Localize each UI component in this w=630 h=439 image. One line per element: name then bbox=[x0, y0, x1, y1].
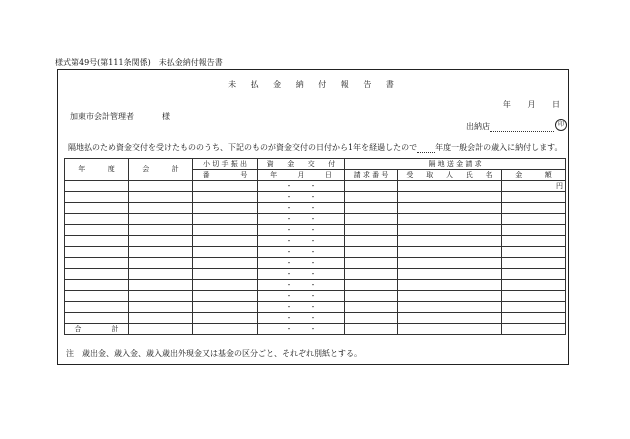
table-cell[interactable] bbox=[398, 269, 502, 280]
header-check-no-2: 番 号 bbox=[193, 170, 258, 181]
table-cell[interactable]: ・ ・ bbox=[258, 291, 345, 302]
header-request-no: 請 求 番 号 bbox=[345, 170, 398, 181]
table-cell[interactable] bbox=[398, 181, 502, 192]
table-row bbox=[65, 203, 566, 214]
payment-table bbox=[64, 158, 566, 335]
table-cell[interactable] bbox=[193, 313, 258, 324]
table-cell[interactable] bbox=[129, 313, 193, 324]
table-cell[interactable] bbox=[65, 258, 129, 269]
addressee bbox=[70, 111, 170, 122]
header-row-1 bbox=[65, 159, 566, 170]
table-row bbox=[65, 225, 566, 236]
table-cell[interactable] bbox=[65, 269, 129, 280]
branch-field bbox=[466, 121, 554, 132]
form-number-label: 様式第49号(第111条関係) 未払金納付報告書 bbox=[55, 58, 223, 67]
branch-label: 出納店 bbox=[466, 122, 490, 131]
table-cell[interactable] bbox=[502, 247, 566, 258]
date-line: 年 月 日 bbox=[502, 100, 560, 109]
table-cell[interactable] bbox=[398, 225, 502, 236]
table-cell[interactable] bbox=[502, 214, 566, 225]
table-cell[interactable] bbox=[65, 225, 129, 236]
table-cell[interactable] bbox=[193, 291, 258, 302]
table-cell[interactable] bbox=[65, 192, 129, 203]
table-cell[interactable] bbox=[398, 192, 502, 203]
table-cell[interactable] bbox=[398, 291, 502, 302]
header-check-no: 小 切 手 振 出 bbox=[193, 159, 258, 170]
table-cell[interactable] bbox=[129, 203, 193, 214]
table-cell[interactable] bbox=[193, 269, 258, 280]
table-cell[interactable] bbox=[129, 181, 193, 192]
seal-mark: 印 bbox=[555, 119, 567, 131]
table-cell[interactable] bbox=[345, 258, 398, 269]
body-text: 隔地払のため資金交付を受けたもののうち、下記のものが資金交付の日付から1年を経過したので 年度一般会計の歳入に納付します。 bbox=[68, 143, 563, 152]
table-cell[interactable] bbox=[502, 236, 566, 247]
table-cell[interactable]: ・ ・ bbox=[258, 203, 345, 214]
table-cell[interactable]: ・ ・ bbox=[258, 324, 345, 335]
table-cell[interactable] bbox=[193, 203, 258, 214]
table-cell[interactable]: ・ ・ bbox=[258, 269, 345, 280]
table-cell[interactable] bbox=[398, 313, 502, 324]
table-cell[interactable] bbox=[65, 247, 129, 258]
table-cell[interactable] bbox=[502, 225, 566, 236]
table-cell[interactable] bbox=[398, 302, 502, 313]
table-cell[interactable] bbox=[502, 313, 566, 324]
table-cell[interactable] bbox=[193, 236, 258, 247]
table-cell[interactable] bbox=[193, 258, 258, 269]
table-cell[interactable] bbox=[65, 291, 129, 302]
table-cell[interactable]: ・ ・ bbox=[258, 258, 345, 269]
table-cell[interactable] bbox=[65, 203, 129, 214]
table-row bbox=[65, 192, 566, 203]
table-cell[interactable] bbox=[193, 247, 258, 258]
table-cell[interactable] bbox=[345, 236, 398, 247]
table-cell: 合 計 bbox=[65, 324, 129, 335]
table-cell[interactable]: ・ ・ bbox=[258, 225, 345, 236]
table-cell[interactable] bbox=[193, 192, 258, 203]
table-cell[interactable] bbox=[398, 247, 502, 258]
table-cell[interactable] bbox=[129, 269, 193, 280]
honorific: 様 bbox=[162, 112, 170, 121]
table-cell[interactable]: ・ ・ bbox=[258, 192, 345, 203]
table-row bbox=[65, 291, 566, 302]
table-cell[interactable] bbox=[193, 324, 258, 335]
table-cell[interactable] bbox=[129, 302, 193, 313]
form-title: 未 払 金 納 付 報 告 書 bbox=[228, 80, 400, 89]
header-fiscal-year: 年 度 bbox=[65, 159, 129, 181]
table-cell[interactable] bbox=[129, 258, 193, 269]
table-row bbox=[65, 302, 566, 313]
table-cell[interactable] bbox=[65, 280, 129, 291]
table-cell[interactable] bbox=[193, 302, 258, 313]
table-cell[interactable] bbox=[193, 181, 258, 192]
table-cell[interactable]: 円 bbox=[502, 181, 566, 192]
table-cell[interactable] bbox=[193, 280, 258, 291]
header-fund-date: 資 金 交 付 bbox=[258, 159, 345, 170]
table-row bbox=[65, 269, 566, 280]
table-cell[interactable]: ・ ・ bbox=[258, 181, 345, 192]
table-cell[interactable] bbox=[65, 236, 129, 247]
header-payee: 受 取 人 氏 名 bbox=[398, 170, 502, 181]
branch-line[interactable] bbox=[490, 123, 554, 132]
table-cell[interactable] bbox=[502, 280, 566, 291]
table-row bbox=[65, 258, 566, 269]
table-cell[interactable] bbox=[502, 203, 566, 214]
table-cell[interactable] bbox=[345, 280, 398, 291]
table-cell[interactable] bbox=[65, 214, 129, 225]
table-row bbox=[65, 313, 566, 324]
table-cell[interactable] bbox=[129, 192, 193, 203]
table-cell[interactable] bbox=[502, 258, 566, 269]
table-row bbox=[65, 214, 566, 225]
table-cell[interactable] bbox=[129, 291, 193, 302]
table-cell[interactable] bbox=[502, 192, 566, 203]
table-cell[interactable] bbox=[345, 181, 398, 192]
header-fund-date-2: 年 月 日 bbox=[258, 170, 345, 181]
table-cell[interactable] bbox=[502, 269, 566, 280]
table-cell[interactable] bbox=[398, 236, 502, 247]
header-remittance: 隔 地 送 金 請 求 bbox=[345, 159, 566, 170]
table-cell[interactable] bbox=[345, 203, 398, 214]
header-amount: 金 額 bbox=[502, 170, 566, 181]
table-cell[interactable] bbox=[129, 236, 193, 247]
table-cell[interactable]: ・ ・ bbox=[258, 302, 345, 313]
header-account: 会 計 bbox=[129, 159, 193, 181]
table-cell[interactable]: ・ ・ bbox=[258, 313, 345, 324]
table-cell[interactable] bbox=[65, 302, 129, 313]
table-cell[interactable] bbox=[398, 324, 502, 335]
table-cell[interactable] bbox=[65, 313, 129, 324]
table-row bbox=[65, 247, 566, 258]
footnote: 注 歳出金、歳入金、歳入歳出外現金又は基金の区分ごと、それぞれ別紙とする。 bbox=[66, 349, 362, 358]
table-cell[interactable] bbox=[502, 302, 566, 313]
table-cell[interactable] bbox=[345, 313, 398, 324]
table-cell[interactable] bbox=[398, 280, 502, 291]
table-cell[interactable]: ・ ・ bbox=[258, 214, 345, 225]
table-cell[interactable] bbox=[345, 302, 398, 313]
table-cell[interactable] bbox=[398, 214, 502, 225]
table-cell[interactable] bbox=[129, 280, 193, 291]
table-cell[interactable] bbox=[502, 324, 566, 335]
table-cell[interactable]: ・ ・ bbox=[258, 280, 345, 291]
table-cell[interactable] bbox=[345, 225, 398, 236]
table-cell[interactable]: ・ ・ bbox=[258, 247, 345, 258]
table-row bbox=[65, 280, 566, 291]
total-row bbox=[65, 324, 566, 335]
table-cell[interactable] bbox=[345, 214, 398, 225]
table-cell[interactable] bbox=[129, 225, 193, 236]
table-cell[interactable] bbox=[398, 258, 502, 269]
table-cell[interactable] bbox=[345, 291, 398, 302]
table-cell[interactable] bbox=[129, 247, 193, 258]
table-cell[interactable] bbox=[398, 203, 502, 214]
report-form bbox=[57, 69, 569, 365]
table-cell[interactable] bbox=[345, 269, 398, 280]
table-cell[interactable] bbox=[65, 181, 129, 192]
table-row bbox=[65, 181, 566, 192]
fiscal-year-blank[interactable] bbox=[417, 144, 435, 153]
table-cell[interactable] bbox=[345, 324, 398, 335]
table-cell[interactable] bbox=[502, 291, 566, 302]
table-cell[interactable] bbox=[193, 225, 258, 236]
table-cell[interactable]: ・ ・ bbox=[258, 236, 345, 247]
table-cell[interactable] bbox=[129, 214, 193, 225]
table-cell[interactable] bbox=[193, 214, 258, 225]
table-cell[interactable] bbox=[345, 247, 398, 258]
table-cell[interactable] bbox=[345, 192, 398, 203]
table-row bbox=[65, 236, 566, 247]
addressee-name: 加東市会計管理者 bbox=[70, 112, 134, 121]
table-cell[interactable] bbox=[129, 324, 193, 335]
